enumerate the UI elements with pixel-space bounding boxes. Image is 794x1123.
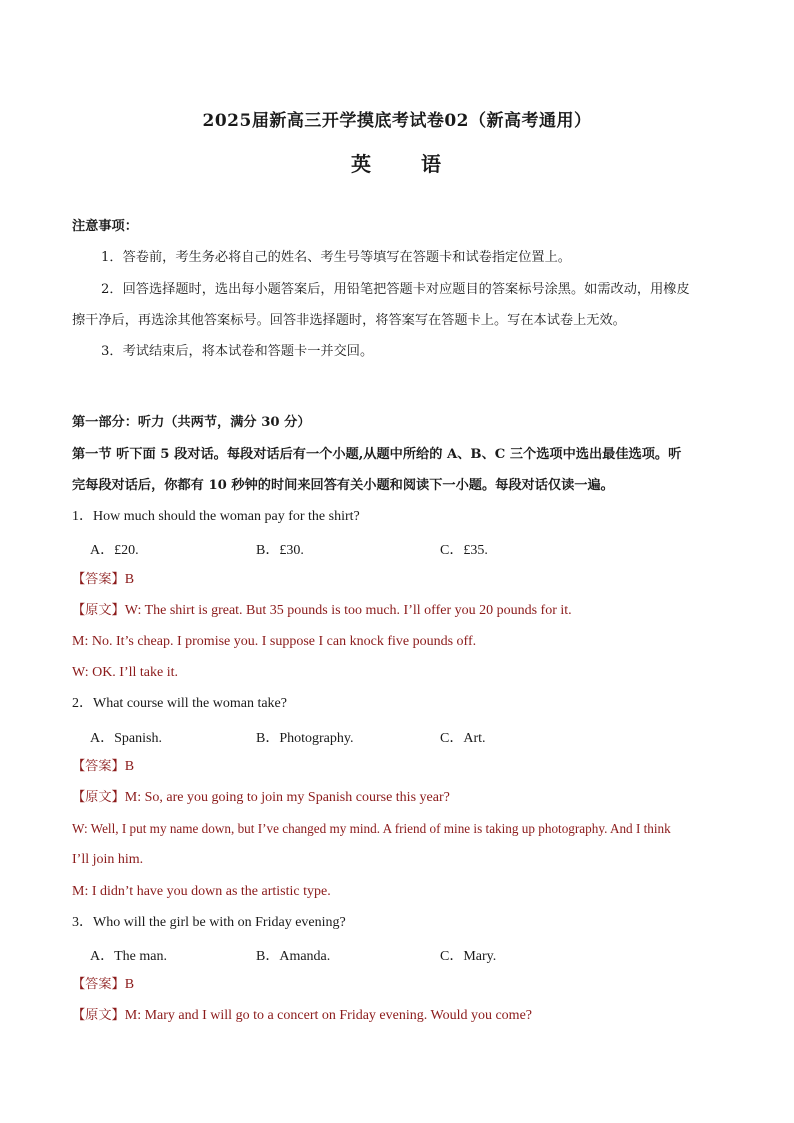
answer-label: 【答案】 xyxy=(72,759,125,774)
script-text: M: So, are you going to join my Spanish course this year? xyxy=(124,790,450,805)
notes-item-3: 3．考试结束后，将本试卷和答题卡一并交回。 xyxy=(101,344,374,359)
subject-char-1: 英 xyxy=(351,152,373,176)
notes-item-1: 1．答卷前，考生务必将自己的姓名、考生号等填写在答题卡和试卷指定位置上。 xyxy=(101,250,571,265)
answer-value: B xyxy=(124,759,135,774)
answer-value: B xyxy=(124,977,135,992)
question-3-answer xyxy=(72,976,134,994)
answer-label: 【答案】 xyxy=(72,572,125,587)
section1-instructions-line-1: 第一节 听下面 5 段对话。每段对话后有一个小题,从题中所给的 A、B、C 三个选项中选出最佳选项。听 xyxy=(72,447,682,462)
section1-instructions-line-2: 完每段对话后，你都有 10 秒钟的时间来回答有关小题和阅读下一小题。每段对话仅读一遍。 xyxy=(72,478,614,493)
notes-item-2-line-2: 擦干净后，再选涂其他答案标号。回答非选择题时，将答案写在答题卡上。写在本试卷上无效。 xyxy=(72,313,626,328)
question-2-script-line-1 xyxy=(72,789,450,807)
script-text: W: The shirt is great. But 35 pounds is too much. I’ll offer you 20 pounds for it. xyxy=(124,603,572,618)
question-2-option-a: A．Spanish. xyxy=(90,731,162,746)
question-1-option-c: C．£35. xyxy=(440,543,488,558)
question-3-option-a: A．The man. xyxy=(90,949,167,964)
question-2-script-line-2: W: Well, I put my name down, but I’ve changed my mind. A friend of mine is taking up photography. And I think xyxy=(72,821,671,836)
script-label: 【原文】 xyxy=(72,603,125,618)
script-label: 【原文】 xyxy=(72,1008,125,1023)
question-2-script-line-4: M: I didn’t have you down as the artistic type. xyxy=(72,884,331,899)
answer-label: 【答案】 xyxy=(72,977,125,992)
question-1-script-line-1 xyxy=(72,602,572,620)
notes-heading: 注意事项： xyxy=(72,219,138,234)
notes-item-2-line-1: 2．回答选择题时，选出每小题答案后，用铅笔把答题卡对应题目的答案标号涂黑。如需改动，用橡皮 xyxy=(101,282,690,297)
question-1-option-a: A．£20. xyxy=(90,543,139,558)
subject-heading xyxy=(0,148,794,177)
question-1-script-line-2: M: No. It’s cheap. I promise you. I suppose I can knock five pounds off. xyxy=(72,634,477,649)
question-3-option-b: B．Amanda. xyxy=(256,949,331,964)
script-label: 【原文】 xyxy=(72,790,125,805)
exam-title: 2025届新高三开学摸底考试卷02（新高考通用） xyxy=(202,111,592,131)
answer-value: B xyxy=(124,572,135,587)
question-3-option-c: C．Mary. xyxy=(440,949,497,964)
script-text: M: Mary and I will go to a concert on Friday evening. Would you come? xyxy=(124,1008,532,1023)
question-2-answer xyxy=(72,758,134,776)
subject-char-2: 语 xyxy=(421,152,443,176)
question-1-stem: 1．How much should the woman pay for the shirt? xyxy=(72,509,360,524)
question-2-option-b: B．Photography. xyxy=(256,731,354,746)
question-2-stem: 2．What course will the woman take? xyxy=(72,696,287,711)
part1-heading: 第一部分：听力（共两节，满分 30 分） xyxy=(72,415,311,430)
question-2-script-line-3: I’ll join him. xyxy=(72,852,144,867)
question-1-answer xyxy=(72,571,134,589)
question-3-stem: 3．Who will the girl be with on Friday evening? xyxy=(72,915,346,930)
question-1-script-line-3: W: OK. I’ll take it. xyxy=(72,665,179,680)
question-1-option-b: B．£30. xyxy=(256,543,304,558)
question-2-option-c: C．Art. xyxy=(440,731,486,746)
question-3-script-line-1 xyxy=(72,1007,532,1025)
